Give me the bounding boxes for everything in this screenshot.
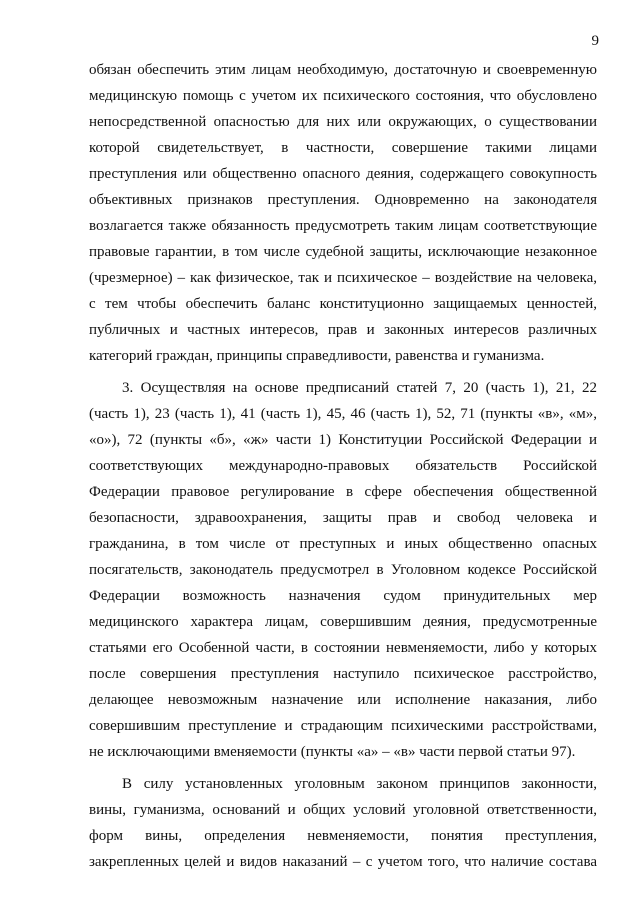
text-line: безопасности, здравоохранения, защиты прав и свобод человека и [89, 510, 597, 526]
text-line: (чрезмерное) – как физическое, так и психическое – воздействие на человека, [89, 270, 597, 286]
text-line: возлагается также обязанность предусмотреть таким лицам соответствующие [89, 218, 597, 234]
text-line: не исключающими вменяемости (пункты «а» – «в» части первой статьи 97). [89, 744, 576, 760]
text-line: публичных и частных интересов, прав и законных интересов различных [89, 322, 597, 338]
page-number: 9 [591, 33, 599, 49]
text-line: вины, гуманизма, оснований и общих условий уголовной ответственности, [89, 802, 597, 818]
text-line: с тем чтобы обеспечить баланс конституционно защищаемых ценностей, [89, 296, 597, 312]
paragraph-1 [89, 57, 597, 369]
text-line: посягательств, законодатель предусмотрел в Уголовном кодексе Российской [89, 562, 597, 578]
text-line: В силу установленных уголовным законом принципов законности, [122, 776, 597, 792]
document-body [89, 57, 597, 875]
text-line: непосредственной опасностью для них или окружающих, о существовании [89, 114, 597, 130]
text-line: обязан обеспечить этим лицам необходимую, достаточную и своевременную [89, 62, 597, 78]
paragraph-2 [89, 375, 597, 765]
text-line: преступления или общественно опасного деяния, содержащего совокупность [89, 166, 597, 182]
text-line: гражданина, в том числе от преступных и иных общественно опасных [89, 536, 597, 552]
text-line: «о»), 72 (пункты «б», «ж» части 1) Конституции Российской Федерации и [89, 432, 597, 448]
text-line: соответствующих международно-правовых обязательств Российской [89, 458, 597, 474]
text-line: объективных признаков преступления. Одновременно на законодателя [89, 192, 597, 208]
text-line: Федерации возможность назначения судом принудительных мер [89, 588, 597, 604]
text-line: статьями его Особенной части, в состоянии невменяемости, либо у которых [89, 640, 597, 656]
text-line: категорий граждан, принципы справедливости, равенства и гуманизма. [89, 348, 545, 364]
paragraph-3 [89, 771, 597, 875]
text-line: которой свидетельствует, в частности, совершение такими лицами [89, 140, 597, 156]
text-line: форм вины, определения невменяемости, понятия преступления, [89, 828, 597, 844]
text-line: после совершения преступления наступило психическое расстройство, [89, 666, 597, 682]
text-line: совершившим преступление и страдающим психическими расстройствами, [89, 718, 597, 734]
text-line: 3. Осуществляя на основе предписаний статей 7, 20 (часть 1), 21, 22 [122, 380, 597, 396]
text-line: делающее невозможным назначение или исполнение наказания, либо [89, 692, 597, 708]
text-line: медицинскую помощь с учетом их психического состояния, что обусловлено [89, 88, 597, 104]
text-line: (часть 1), 23 (часть 1), 41 (часть 1), 45, 46 (часть 1), 52, 71 (пункты «в», «м», [89, 406, 597, 422]
text-line: правовые гарантии, в том числе судебной защиты, исключающие незаконное [89, 244, 597, 260]
text-line: Федерации правовое регулирование в сфере обеспечения общественной [89, 484, 597, 500]
text-line: медицинского характера лицам, совершившим деяния, предусмотренные [89, 614, 597, 630]
text-line: закрепленных целей и видов наказаний – с учетом того, что наличие состава [89, 854, 597, 870]
